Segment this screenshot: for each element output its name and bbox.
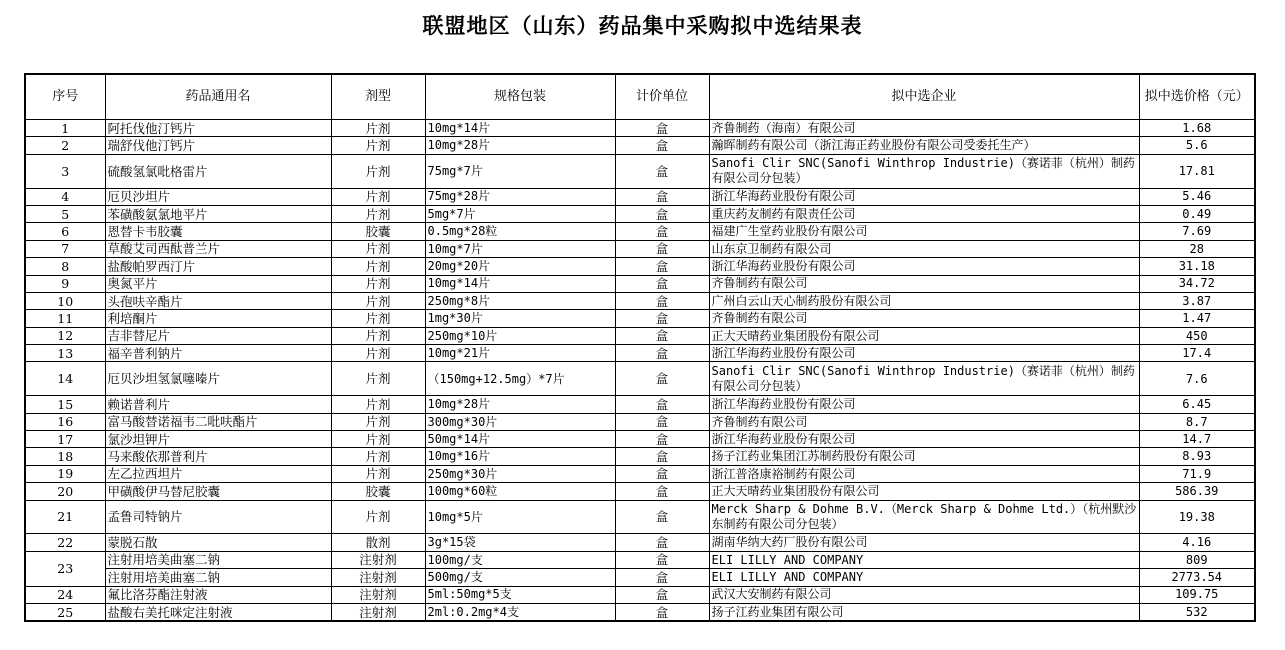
- table-row: [25, 240, 1255, 257]
- row-company: ELI LILLY AND COMPANY: [709, 569, 1139, 586]
- row-unit: 盒: [615, 483, 709, 500]
- row-drug-name: 氟比洛芬酯注射液: [105, 586, 331, 603]
- table-row: [25, 500, 1255, 534]
- row-dosage-form: 片剂: [331, 345, 425, 362]
- table-row: [25, 154, 1255, 188]
- row-unit: 盒: [615, 205, 709, 222]
- row-company: 正大天晴药业集团股份有限公司: [709, 483, 1139, 500]
- row-unit: 盒: [615, 223, 709, 240]
- row-seq: 3: [25, 154, 105, 188]
- row-spec: 10mg*28片: [425, 396, 615, 413]
- row-price: 0.49: [1139, 205, 1255, 222]
- row-price: 8.7: [1139, 413, 1255, 430]
- row-dosage-form: 片剂: [331, 396, 425, 413]
- row-seq: 12: [25, 327, 105, 344]
- row-unit: 盒: [615, 569, 709, 586]
- row-spec: 50mg*14片: [425, 431, 615, 448]
- table-row: [25, 292, 1255, 309]
- row-price: 28: [1139, 240, 1255, 257]
- table-row: [25, 465, 1255, 482]
- row-price: 450: [1139, 327, 1255, 344]
- row-seq: 25: [25, 603, 105, 621]
- row-unit: 盒: [615, 275, 709, 292]
- row-unit: 盒: [615, 327, 709, 344]
- row-spec: 10mg*28片: [425, 137, 615, 154]
- table-row: [25, 534, 1255, 551]
- table-row: [25, 551, 1255, 568]
- row-price: 7.69: [1139, 223, 1255, 240]
- row-spec: 500mg/支: [425, 569, 615, 586]
- table-row: [25, 258, 1255, 275]
- row-seq: 5: [25, 205, 105, 222]
- row-spec: 250mg*8片: [425, 292, 615, 309]
- page-title: 联盟地区（山东）药品集中采购拟中选结果表: [422, 14, 863, 38]
- row-company: 齐鲁制药有限公司: [709, 413, 1139, 430]
- row-price: 19.38: [1139, 500, 1255, 534]
- row-dosage-form: 片剂: [331, 431, 425, 448]
- row-price: 2773.54: [1139, 569, 1255, 586]
- header-seq: 序号: [25, 74, 105, 120]
- row-price: 14.7: [1139, 431, 1255, 448]
- row-unit: 盒: [615, 413, 709, 430]
- row-price: 109.75: [1139, 586, 1255, 603]
- header-unit: 计价单位: [615, 74, 709, 120]
- row-drug-name: 头孢呋辛酯片: [105, 292, 331, 309]
- row-drug-name: 恩替卡韦胶囊: [105, 223, 331, 240]
- row-seq: 1: [25, 120, 105, 137]
- table-row: [25, 327, 1255, 344]
- row-drug-name: 左乙拉西坦片: [105, 465, 331, 482]
- row-drug-name: 阿托伐他汀钙片: [105, 120, 331, 137]
- row-dosage-form: 片剂: [331, 413, 425, 430]
- row-price: 17.4: [1139, 345, 1255, 362]
- row-company: 扬子江药业集团江苏制药股份有限公司: [709, 448, 1139, 465]
- row-unit: 盒: [615, 154, 709, 188]
- table-row: [25, 310, 1255, 327]
- row-dosage-form: 胶囊: [331, 223, 425, 240]
- row-drug-name: 盐酸帕罗西汀片: [105, 258, 331, 275]
- row-dosage-form: 胶囊: [331, 483, 425, 500]
- row-unit: 盒: [615, 534, 709, 551]
- row-drug-name: 富马酸替诺福韦二吡呋酯片: [105, 413, 331, 430]
- row-seq: 15: [25, 396, 105, 413]
- table-row: [25, 362, 1255, 396]
- row-dosage-form: 片剂: [331, 292, 425, 309]
- row-dosage-form: 片剂: [331, 500, 425, 534]
- row-spec: 75mg*7片: [425, 154, 615, 188]
- results-table: [24, 73, 1256, 622]
- row-price: 809: [1139, 551, 1255, 568]
- row-seq: 23: [25, 551, 105, 586]
- row-unit: 盒: [615, 603, 709, 621]
- row-price: 17.81: [1139, 154, 1255, 188]
- row-dosage-form: 片剂: [331, 154, 425, 188]
- row-spec: 2ml:0.2mg*4支: [425, 603, 615, 621]
- row-company: 浙江华海药业股份有限公司: [709, 188, 1139, 205]
- row-spec: 1mg*30片: [425, 310, 615, 327]
- row-seq: 21: [25, 500, 105, 534]
- row-drug-name: 孟鲁司特钠片: [105, 500, 331, 534]
- row-dosage-form: 片剂: [331, 120, 425, 137]
- row-spec: 10mg*14片: [425, 120, 615, 137]
- row-unit: 盒: [615, 500, 709, 534]
- row-spec: 10mg*5片: [425, 500, 615, 534]
- row-spec: （150mg+12.5mg）*7片: [425, 362, 615, 396]
- row-spec: 100mg/支: [425, 551, 615, 568]
- row-drug-name: 赖诺普利片: [105, 396, 331, 413]
- row-seq: 10: [25, 292, 105, 309]
- row-seq: 20: [25, 483, 105, 500]
- row-unit: 盒: [615, 258, 709, 275]
- row-seq: 14: [25, 362, 105, 396]
- row-drug-name: 奥氮平片: [105, 275, 331, 292]
- header-dosage-form: 剂型: [331, 74, 425, 120]
- row-unit: 盒: [615, 345, 709, 362]
- table-row: [25, 205, 1255, 222]
- row-seq: 16: [25, 413, 105, 430]
- row-drug-name: 甲磺酸伊马替尼胶囊: [105, 483, 331, 500]
- table-row: [25, 586, 1255, 603]
- row-dosage-form: 注射剂: [331, 551, 425, 568]
- row-dosage-form: 片剂: [331, 240, 425, 257]
- row-drug-name: 吉非替尼片: [105, 327, 331, 344]
- row-spec: 75mg*28片: [425, 188, 615, 205]
- row-price: 586.39: [1139, 483, 1255, 500]
- row-company: 瀚晖制药有限公司（浙江海正药业股份有限公司受委托生产）: [709, 137, 1139, 154]
- row-company: 湖南华纳大药厂股份有限公司: [709, 534, 1139, 551]
- row-price: 4.16: [1139, 534, 1255, 551]
- row-spec: 3g*15袋: [425, 534, 615, 551]
- row-spec: 10mg*7片: [425, 240, 615, 257]
- row-price: 1.68: [1139, 120, 1255, 137]
- row-unit: 盒: [615, 396, 709, 413]
- row-company: Merck Sharp & Dohme B.V.（Merck Sharp & Dohme Ltd.）（杭州默沙东制药有限公司分包装）: [709, 500, 1139, 534]
- row-dosage-form: 片剂: [331, 448, 425, 465]
- row-drug-name: 草酸艾司西酞普兰片: [105, 240, 331, 257]
- row-unit: 盒: [615, 137, 709, 154]
- row-company: 齐鲁制药有限公司: [709, 310, 1139, 327]
- table-row: [25, 483, 1255, 500]
- row-company: 齐鲁制药（海南）有限公司: [709, 120, 1139, 137]
- row-dosage-form: 注射剂: [331, 603, 425, 621]
- table-row: [25, 603, 1255, 621]
- row-spec: 0.5mg*28粒: [425, 223, 615, 240]
- row-unit: 盒: [615, 240, 709, 257]
- row-unit: 盒: [615, 362, 709, 396]
- row-seq: 7: [25, 240, 105, 257]
- row-dosage-form: 片剂: [331, 465, 425, 482]
- row-company: 浙江华海药业股份有限公司: [709, 345, 1139, 362]
- row-dosage-form: 散剂: [331, 534, 425, 551]
- row-seq: 11: [25, 310, 105, 327]
- row-seq: 2: [25, 137, 105, 154]
- row-dosage-form: 片剂: [331, 362, 425, 396]
- row-seq: 6: [25, 223, 105, 240]
- row-price: 7.6: [1139, 362, 1255, 396]
- row-unit: 盒: [615, 292, 709, 309]
- row-drug-name: 注射用培美曲塞二钠: [105, 551, 331, 568]
- table-row: [25, 396, 1255, 413]
- row-price: 3.87: [1139, 292, 1255, 309]
- table-row: [25, 413, 1255, 430]
- row-unit: 盒: [615, 188, 709, 205]
- table-row: [25, 431, 1255, 448]
- table-row: [25, 275, 1255, 292]
- row-spec: 20mg*20片: [425, 258, 615, 275]
- row-price: 532: [1139, 603, 1255, 621]
- row-spec: 300mg*30片: [425, 413, 615, 430]
- row-price: 31.18: [1139, 258, 1255, 275]
- header-company: 拟中选企业: [709, 74, 1139, 120]
- row-dosage-form: 片剂: [331, 137, 425, 154]
- row-dosage-form: 片剂: [331, 188, 425, 205]
- row-drug-name: 福辛普利钠片: [105, 345, 331, 362]
- row-company: 浙江华海药业股份有限公司: [709, 396, 1139, 413]
- row-unit: 盒: [615, 310, 709, 327]
- row-spec: 250mg*10片: [425, 327, 615, 344]
- row-drug-name: 厄贝沙坦氢氯噻嗪片: [105, 362, 331, 396]
- row-seq: 24: [25, 586, 105, 603]
- row-unit: 盒: [615, 551, 709, 568]
- header-row: [25, 74, 1255, 120]
- row-spec: 5ml:50mg*5支: [425, 586, 615, 603]
- table-row: [25, 448, 1255, 465]
- row-drug-name: 马来酸依那普利片: [105, 448, 331, 465]
- row-seq: 18: [25, 448, 105, 465]
- row-dosage-form: 片剂: [331, 310, 425, 327]
- row-company: 重庆药友制药有限责任公司: [709, 205, 1139, 222]
- table-row: [25, 223, 1255, 240]
- row-company: 浙江华海药业股份有限公司: [709, 258, 1139, 275]
- row-company: 扬子江药业集团有限公司: [709, 603, 1139, 621]
- row-dosage-form: 片剂: [331, 275, 425, 292]
- row-spec: 10mg*16片: [425, 448, 615, 465]
- row-company: 福建广生堂药业股份有限公司: [709, 223, 1139, 240]
- row-company: ELI LILLY AND COMPANY: [709, 551, 1139, 568]
- row-seq: 19: [25, 465, 105, 482]
- row-dosage-form: 片剂: [331, 258, 425, 275]
- row-drug-name: 利培酮片: [105, 310, 331, 327]
- row-drug-name: 瑞舒伐他汀钙片: [105, 137, 331, 154]
- row-unit: 盒: [615, 431, 709, 448]
- row-spec: 100mg*60粒: [425, 483, 615, 500]
- table-row: [25, 137, 1255, 154]
- row-drug-name: 硫酸氢氯吡格雷片: [105, 154, 331, 188]
- row-seq: 8: [25, 258, 105, 275]
- row-spec: 250mg*30片: [425, 465, 615, 482]
- header-spec: 规格包装: [425, 74, 615, 120]
- row-seq: 17: [25, 431, 105, 448]
- row-drug-name: 盐酸右美托咪定注射液: [105, 603, 331, 621]
- row-drug-name: 注射用培美曲塞二钠: [105, 569, 331, 586]
- header-price: 拟中选价格（元）: [1139, 74, 1255, 120]
- table-row: [25, 345, 1255, 362]
- row-company: 齐鲁制药有限公司: [709, 275, 1139, 292]
- header-drug-name: 药品通用名: [105, 74, 331, 120]
- row-dosage-form: 片剂: [331, 205, 425, 222]
- row-dosage-form: 片剂: [331, 327, 425, 344]
- row-price: 1.47: [1139, 310, 1255, 327]
- table-row: [25, 569, 1255, 586]
- row-price: 34.72: [1139, 275, 1255, 292]
- row-unit: 盒: [615, 465, 709, 482]
- row-company: Sanofi Clir SNC(Sanofi Winthrop Industrie)（赛诺菲（杭州）制药有限公司分包装）: [709, 154, 1139, 188]
- row-price: 71.9: [1139, 465, 1255, 482]
- row-price: 6.45: [1139, 396, 1255, 413]
- row-drug-name: 苯磺酸氨氯地平片: [105, 205, 331, 222]
- row-dosage-form: 注射剂: [331, 586, 425, 603]
- table-row: [25, 120, 1255, 137]
- row-seq: 9: [25, 275, 105, 292]
- row-price: 8.93: [1139, 448, 1255, 465]
- row-seq: 22: [25, 534, 105, 551]
- row-spec: 10mg*14片: [425, 275, 615, 292]
- row-price: 5.6: [1139, 137, 1255, 154]
- row-company: 武汉大安制药有限公司: [709, 586, 1139, 603]
- row-spec: 10mg*21片: [425, 345, 615, 362]
- row-spec: 5mg*7片: [425, 205, 615, 222]
- row-seq: 4: [25, 188, 105, 205]
- row-unit: 盒: [615, 448, 709, 465]
- table-row: [25, 188, 1255, 205]
- row-company: 广州白云山天心制药股份有限公司: [709, 292, 1139, 309]
- row-company: 正大天晴药业集团股份有限公司: [709, 327, 1139, 344]
- row-drug-name: 蒙脱石散: [105, 534, 331, 551]
- row-price: 5.46: [1139, 188, 1255, 205]
- row-drug-name: 厄贝沙坦片: [105, 188, 331, 205]
- row-seq: 13: [25, 345, 105, 362]
- row-company: 浙江华海药业股份有限公司: [709, 431, 1139, 448]
- row-company: 浙江普洛康裕制药有限公司: [709, 465, 1139, 482]
- row-unit: 盒: [615, 586, 709, 603]
- row-company: Sanofi Clir SNC(Sanofi Winthrop Industrie)（赛诺菲（杭州）制药有限公司分包装）: [709, 362, 1139, 396]
- row-dosage-form: 注射剂: [331, 569, 425, 586]
- row-company: 山东京卫制药有限公司: [709, 240, 1139, 257]
- row-drug-name: 氯沙坦钾片: [105, 431, 331, 448]
- row-unit: 盒: [615, 120, 709, 137]
